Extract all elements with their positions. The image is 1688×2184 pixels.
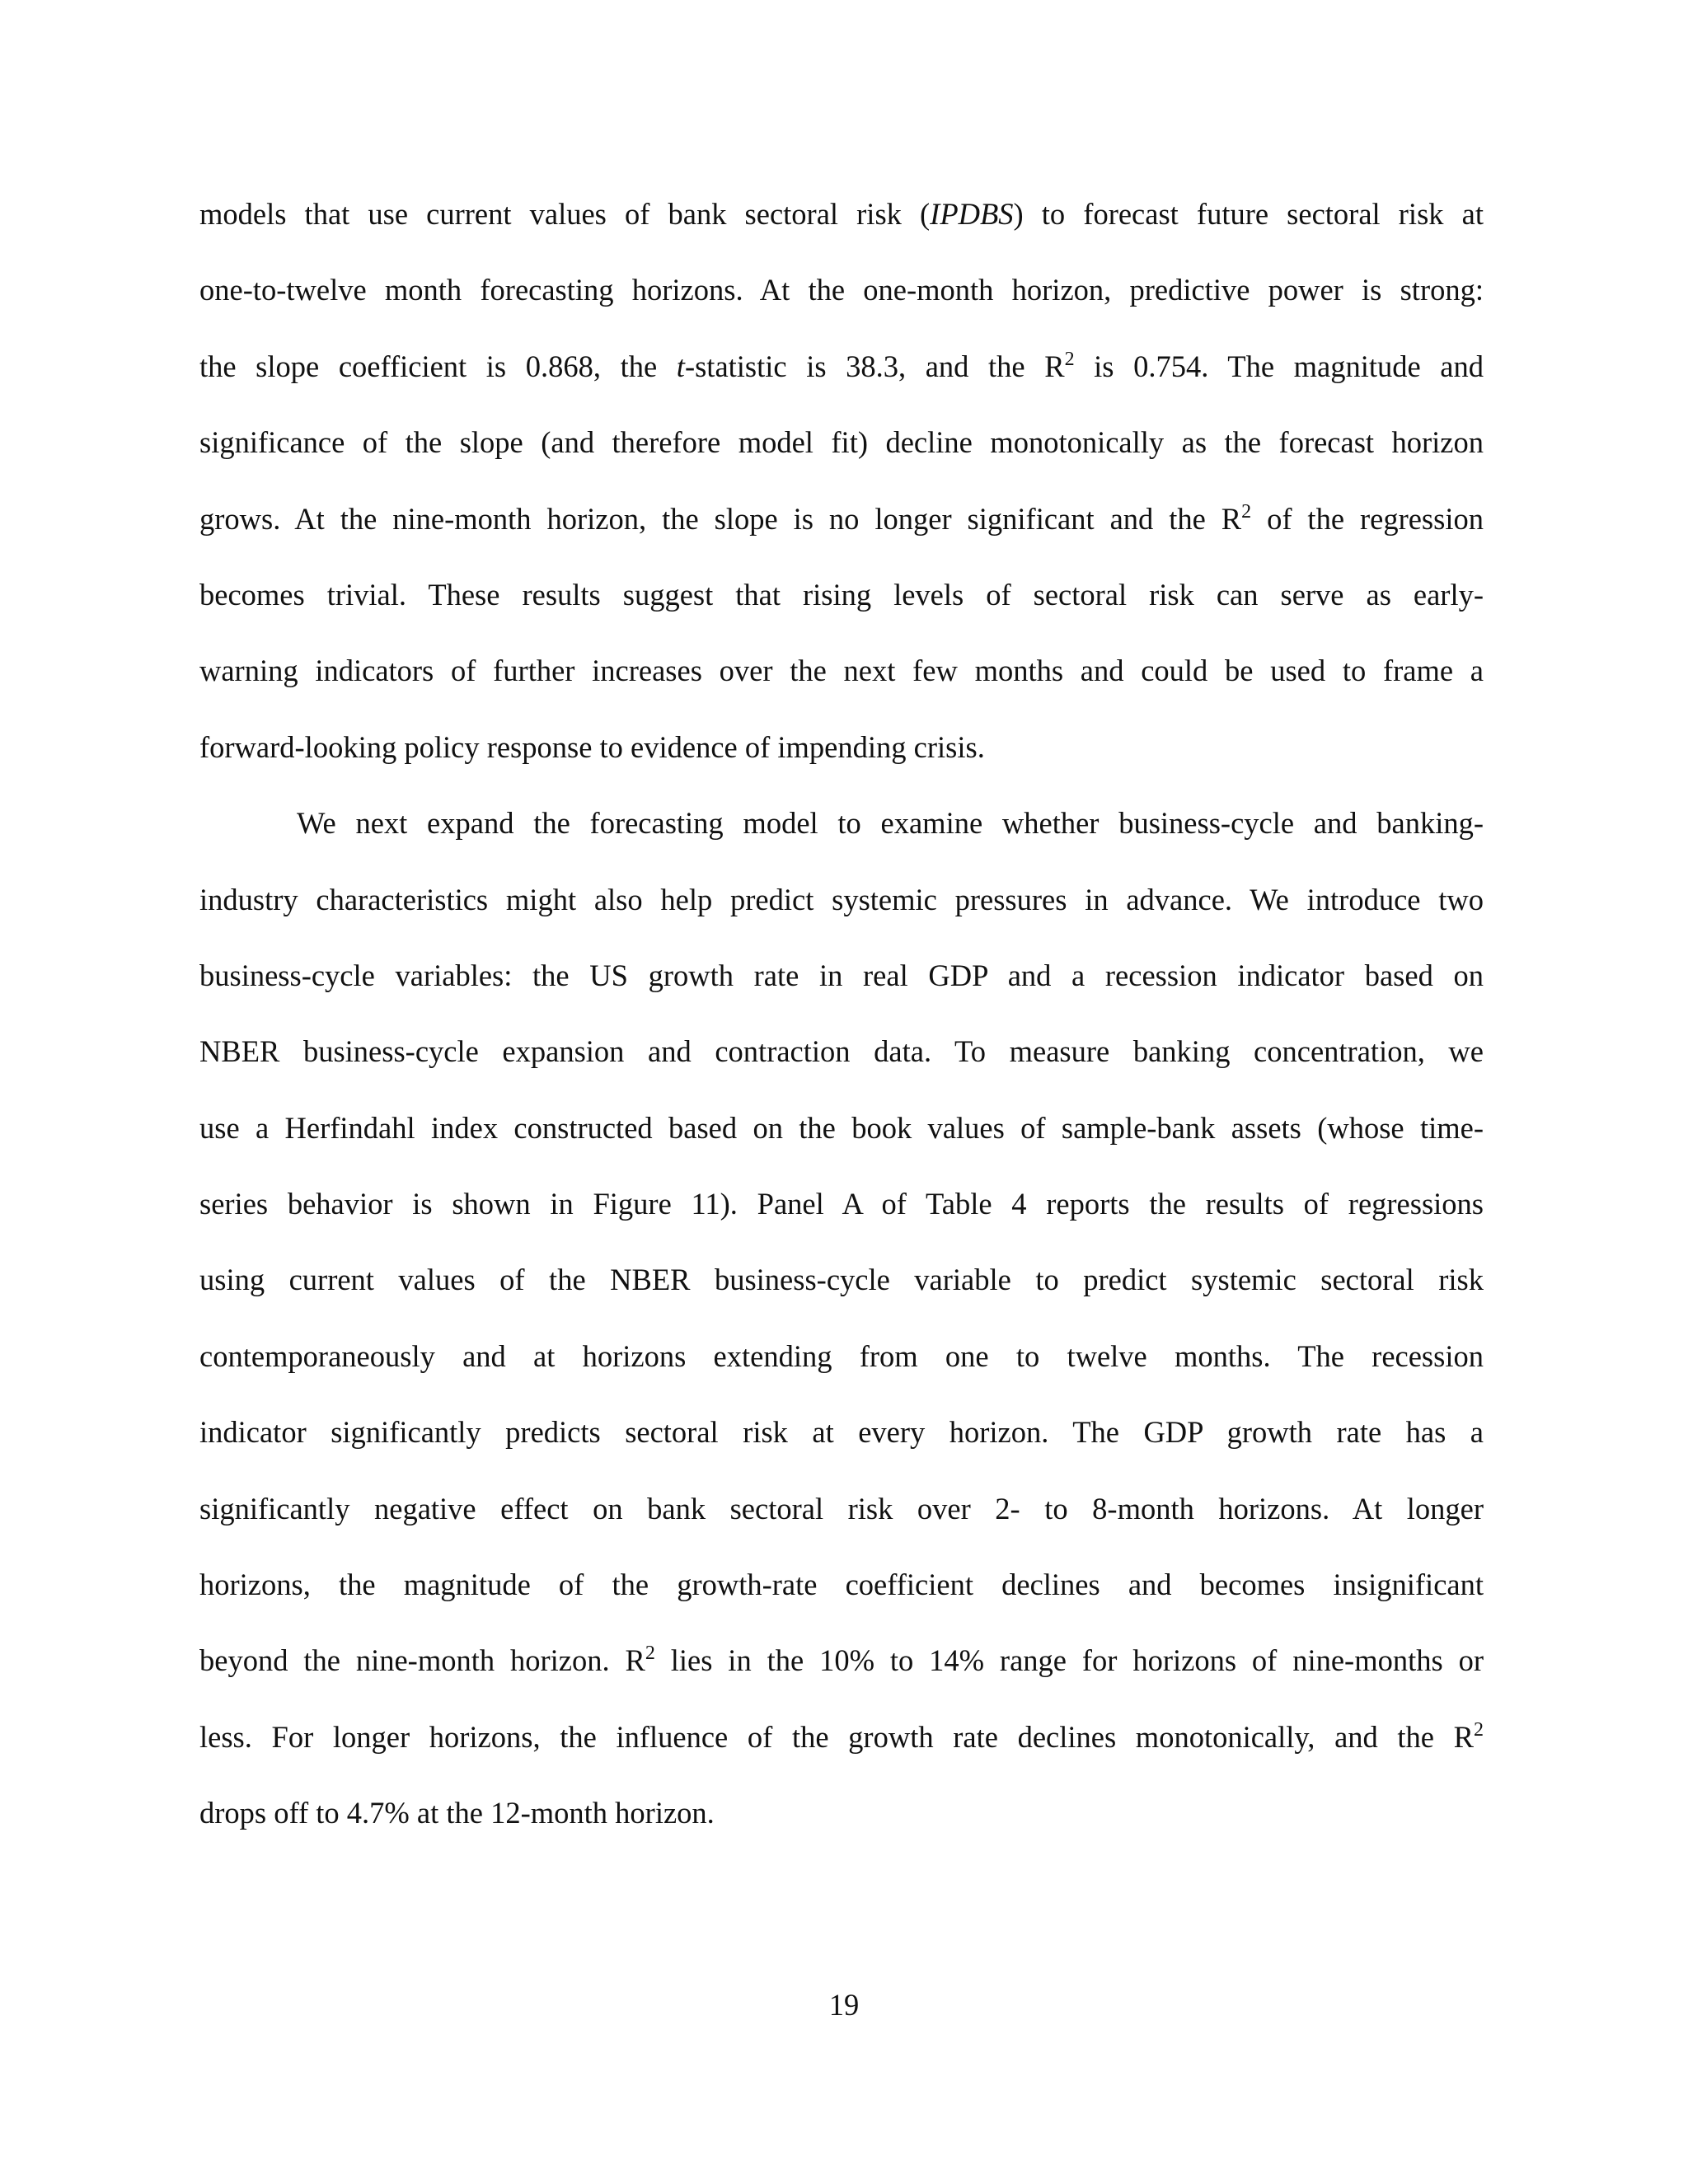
paragraph-2-line-5: use a Herfindahl index constructed based on the book values of sample-bank assets (whose time-	[199, 1110, 1484, 1145]
text-segment: -statistic is 38.3, and the R	[684, 349, 1065, 383]
paragraph-2-line-13	[199, 1717, 1484, 1793]
paragraph-2-line-12	[199, 1640, 1484, 1716]
superscript: 2	[1064, 348, 1075, 370]
text-segment: is 0.754. The magnitude and	[1074, 349, 1484, 383]
paragraph-1-line-3	[199, 346, 1484, 422]
paragraph-1-line-4: significance of the slope (and therefore model fit) decline monotonically as the forecast horizon	[199, 425, 1484, 460]
paragraph-2-line-10: significantly negative effect on bank sectoral risk over 2- to 8-month horizons. At longer	[199, 1491, 1484, 1526]
paragraph-1-line-5	[199, 499, 1484, 574]
superscript: 2	[645, 1643, 655, 1665]
superscript: 2	[1241, 500, 1252, 523]
body-text	[199, 194, 1484, 1869]
text-segment: of the regression	[1251, 501, 1484, 536]
paragraph-2-line-11: horizons, the magnitude of the growth-rate coefficient declines and becomes insignificant	[199, 1568, 1484, 1602]
paragraph-2-line-8: contemporaneously and at horizons extending from one to twelve months. The recession	[199, 1338, 1484, 1373]
italic-variable: t	[676, 349, 685, 383]
text-segment: ) to forecast future sectoral risk at	[1013, 197, 1484, 231]
paragraph-2-line-2: industry characteristics might also help predict systemic pressures in advance. We introduce two	[199, 882, 1484, 916]
paragraph-2-line-9: indicator significantly predicts sectoral risk at every horizon. The GDP growth rate has a	[199, 1415, 1484, 1450]
text-segment: models that use current values of bank sectoral risk (	[199, 197, 931, 231]
paragraph-1-line-6: becomes trivial. These results suggest that rising levels of sectoral risk can serve as early-	[199, 577, 1484, 612]
paragraph-1-line-7: warning indicators of further increases over the next few months and could be used to frame a	[199, 654, 1484, 688]
paragraph-1-line-1	[199, 194, 1484, 269]
text-segment: grows. At the nine-month horizon, the slope is no longer significant and the R	[199, 501, 1242, 536]
paragraph-2-line-4: NBER business-cycle expansion and contraction data. To measure banking concentration, we	[199, 1034, 1484, 1069]
paragraph-2-line-7: using current values of the NBER business-cycle variable to predict systemic sectoral risk	[199, 1263, 1484, 1297]
paragraph-1-line-8: forward-looking policy response to evidence of impending crisis.	[199, 729, 985, 764]
paragraph-2-line-1: We next expand the forecasting model to examine whether business-cycle and banking-	[297, 806, 1484, 841]
page-number: 19	[828, 1988, 860, 2022]
paragraph-2-line-6: series behavior is shown in Figure 11). Panel A of Table 4 reports the results of regressions	[199, 1187, 1484, 1221]
superscript: 2	[1474, 1718, 1484, 1741]
text-segment: beyond the nine-month horizon. R	[199, 1643, 645, 1678]
italic-variable: IPDBS	[930, 197, 1014, 231]
paragraph-2-line-3: business-cycle variables: the US growth rate in real GDP and a recession indicator based on	[199, 958, 1484, 992]
text-segment: less. For longer horizons, the influence of the growth rate declines monotonically, and the R	[199, 1719, 1474, 1754]
paragraph-1-line-2: one-to-twelve month forecasting horizons. At the one-month horizon, predictive power is strong:	[199, 273, 1484, 307]
text-segment: the slope coefficient is 0.868, the	[199, 349, 677, 383]
text-segment: lies in the 10% to 14% range for horizons of nine-months or	[654, 1643, 1484, 1678]
paragraph-2-line-14: drops off to 4.7% at the 12-month horizon.	[199, 1796, 715, 1830]
